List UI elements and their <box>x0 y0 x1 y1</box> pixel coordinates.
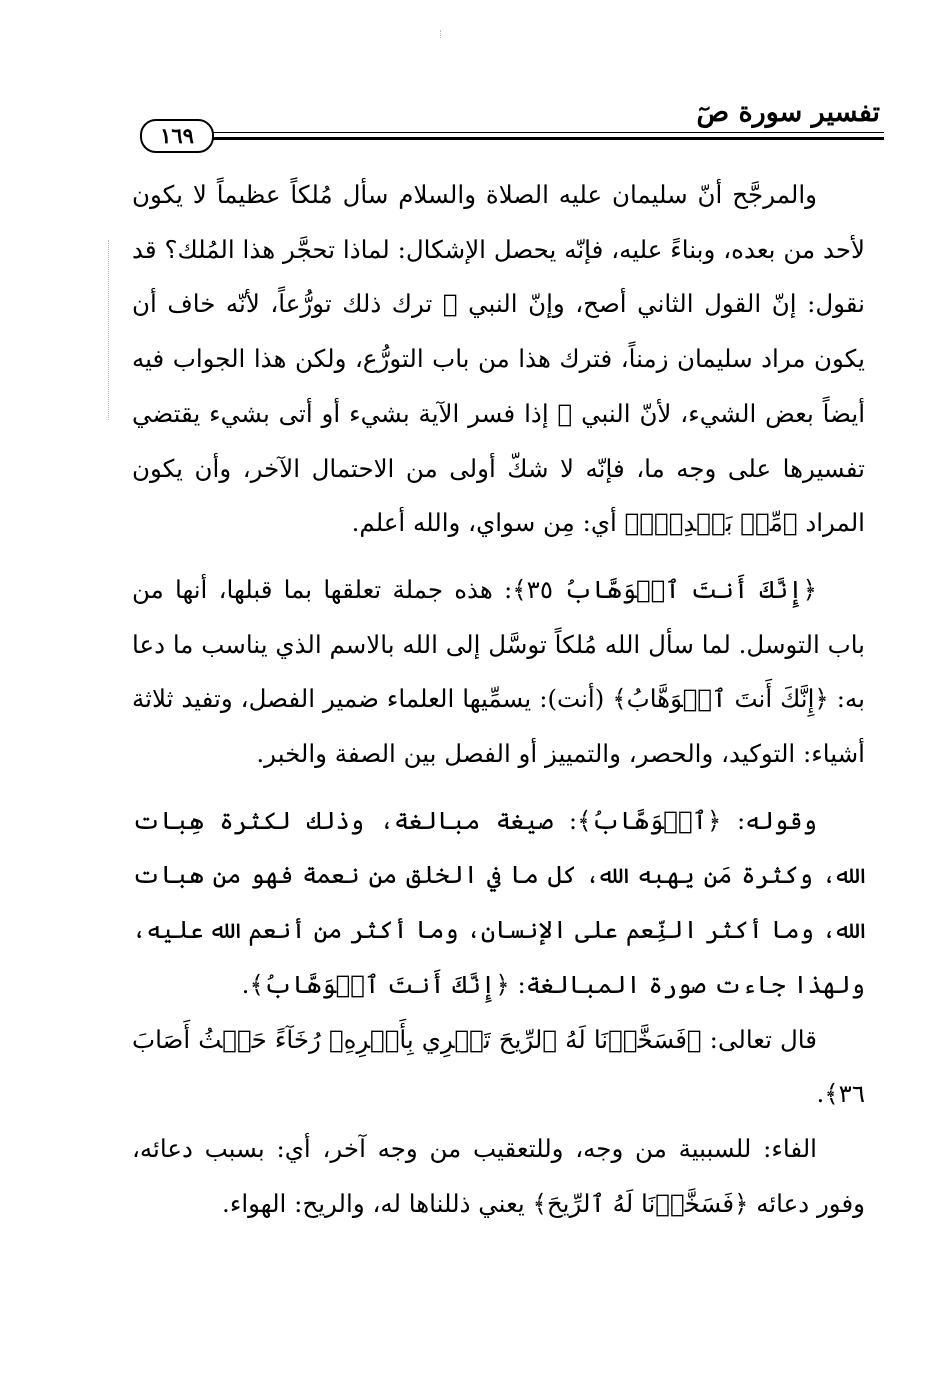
header-rule-thick <box>202 137 884 140</box>
body-text <box>132 168 865 1231</box>
page-number: ١٦٩ <box>140 119 214 153</box>
scan-margin-mark <box>108 240 110 420</box>
running-title: تفسير سورة صٓ <box>696 97 880 128</box>
paragraph-2: ﴿إِنَّكَ أَنتَ ٱلۡوَهَّابُ ٣٥﴾: هذه جملة تعلقها بما قبلها، أنها من باب التوسل. لما سأل الله مُلكاً توسَّل إلى الله بالاسم الذي يناسب ما دعا به: ﴿إِنَّكَ أَنتَ ٱلۡوَهَّابُ﴾ (أنت): يسمِّيها العلماء ضمير الفصل، وتفيد ثلاثة أشياء: التوكيد، والحصر، والتمييز أو الفصل بين الصفة والخبر. <box>132 574 865 769</box>
paragraph-4: قال تعالى: ﴿فَسَخَّرۡنَا لَهُ ٱلرِّيحَ تَجۡرِي بِأَمۡرِهِۦ رُخَآءً حَيۡثُ أَصَابَ ٣٦﴾. <box>132 1024 865 1109</box>
paragraph-1: والمرجَّح أنّ سليمان عليه الصلاة والسلام سأل مُلكاً عظيماً لا يكون لأحد من بعده، وبناءً عليه، فإنّه يحصل الإشكال: لماذا تحجَّر هذا المُلك؟ قد نقول: إنّ القول الثاني أصح، وإنّ النبي ﷺ ترك ذلك تورُّعاً، لأنّه خاف أن يكون مراد سليمان زمناً، فترك هذا من باب التورُّع، ولكن هذا الجواب فيه أيضاً بعض الشيء، لأنّ النبي ﷺ إذا فسر الآية بشيء أو أتى بشيء يقتضي تفسيرها على وجه ما، فإنّه لا شكّ أولى من الاحتمال الآخر، وأن يكون المراد ﴿مِّنۢ بَعۡدِيٓۖ﴾ أي: مِن سواي، والله أعلم. <box>132 180 865 538</box>
paragraph-5: الفاء: للسببية من وجه، وللتعقيب من وجه آخر، أي: بسبب دعائه، وفور دعائه ﴿فَسَخَّرۡنَا لَهُ ٱلرِّيحَ﴾ يعني ذللناها له، والريح: الهواء. <box>132 1133 865 1218</box>
page-header <box>140 96 880 156</box>
paragraph-3: وقوله: ﴿ٱلۡوَهَّابُ﴾: صيغة مبالغة، وذلك لكثرة هِبات الله، وكثرة مَن يهبه الله، كل ما في الخلق من نعمة فهو من هبات الله، وما أكثر النِّعم على الإنسان، وما أكثر من أنعم الله عليه، ولهذا جاءت صورة المبالغة: ﴿إِنَّكَ أَنتَ ٱلۡوَهَّابُ﴾. <box>132 805 865 999</box>
scan-mark <box>440 30 443 38</box>
header-rule-thin <box>202 132 884 133</box>
